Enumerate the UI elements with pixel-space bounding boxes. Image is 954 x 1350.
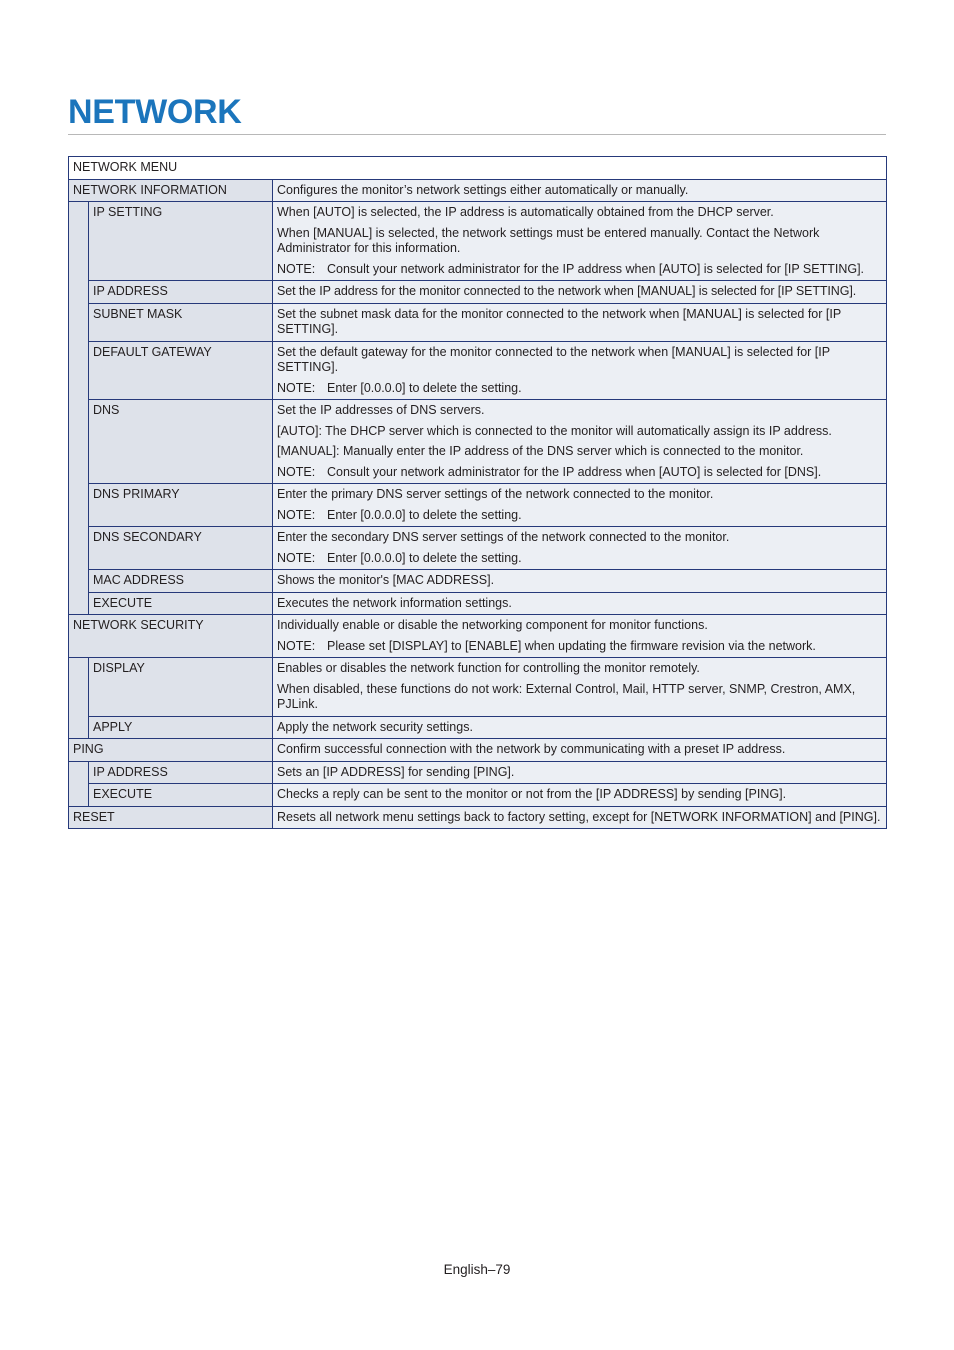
row-description (273, 716, 887, 739)
row-label: IP SETTING (89, 202, 273, 281)
row-label: NETWORK SECURITY (69, 615, 273, 658)
table-row (69, 400, 887, 484)
row-label: DNS SECONDARY (89, 527, 273, 570)
row-label: NETWORK INFORMATION (69, 179, 273, 202)
row-label: DEFAULT GATEWAY (89, 341, 273, 400)
row-label: MAC ADDRESS (89, 570, 273, 593)
table-row (69, 341, 887, 400)
description-text: Configures the monitor’s network settings either automatically or manually. (277, 182, 689, 197)
description-text: Set the default gateway for the monitor connected to the network when [MANUAL] is selected for [IP SETTING]. (277, 344, 830, 374)
table-header: NETWORK MENU (69, 157, 887, 180)
note (277, 639, 882, 655)
description-text: Enables or disables the network function for controlling the monitor remotely. (277, 661, 700, 675)
description-text: Set the IP address for the monitor connected to the network when [MANUAL] is selected for [IP SETTING]. (277, 284, 857, 298)
table-row (69, 806, 887, 829)
indent-spacer (69, 658, 89, 739)
description-text: Confirm successful connection with the network by communicating with a preset IP address. (277, 742, 786, 756)
row-label: PING (69, 739, 273, 762)
note (277, 551, 882, 567)
note (277, 508, 882, 524)
table-row (69, 281, 887, 304)
page-footer: English–79 (443, 1262, 511, 1277)
note-label: NOTE: (277, 261, 316, 276)
row-description (273, 202, 887, 281)
description-text: Apply the network security settings. (277, 719, 473, 734)
table-row (69, 484, 887, 527)
table-row (69, 658, 887, 717)
row-description (273, 806, 887, 829)
table-row (69, 784, 887, 807)
description-text: Set the subnet mask data for the monitor connected to the network when [MANUAL] is selected for [IP SETTING]. (277, 306, 841, 336)
note-label: NOTE: (277, 550, 316, 565)
description-text: Enter the primary DNS server settings of the network connected to the monitor. (277, 487, 714, 501)
description-text: When [AUTO] is selected, the IP address is automatically obtained from the DHCP server. (277, 205, 774, 219)
note-text: Enter [0.0.0.0] to delete the setting. (327, 507, 522, 522)
description-text: Resets all network menu settings back to factory setting, except for [NETWORK INFORMATION] and [PING]. (277, 809, 881, 824)
description-text: Shows the monitor's [MAC ADDRESS]. (277, 573, 495, 587)
description-text: Enter the secondary DNS server settings of the network connected to the monitor. (277, 530, 730, 544)
row-description (273, 527, 887, 570)
row-label: SUBNET MASK (89, 303, 273, 341)
description-text: [MANUAL]: Manually enter the IP address of the DNS server which is connected to the monitor. (277, 444, 804, 458)
row-description (273, 341, 887, 400)
row-description (273, 784, 887, 807)
row-label: DNS (89, 400, 273, 484)
row-label: DISPLAY (89, 658, 273, 717)
table-row (69, 202, 887, 281)
note-label: NOTE: (277, 380, 316, 395)
row-description (273, 658, 887, 717)
row-description (273, 592, 887, 615)
row-label: EXECUTE (89, 592, 273, 615)
row-label: IP ADDRESS (89, 281, 273, 304)
note-text: Consult your network administrator for the IP address when [AUTO] is selected for [IP SETTING]. (327, 261, 865, 276)
table-row (69, 615, 887, 658)
table-row (69, 592, 887, 615)
row-label: DNS PRIMARY (89, 484, 273, 527)
description-text: Checks a reply can be sent to the monitor or not from the [IP ADDRESS] by sending [PING]. (277, 787, 787, 801)
table-row (69, 303, 887, 341)
row-description (273, 761, 887, 784)
table-header-row (69, 157, 887, 180)
description-text: Sets an [IP ADDRESS] for sending [PING]. (277, 764, 515, 779)
row-description (273, 400, 887, 484)
indent-spacer (69, 202, 89, 615)
title-divider (68, 134, 886, 135)
description-text: When disabled, these functions do not work: External Control, Mail, HTTP server, SNMP, Crestron, AMX, PJLink. (277, 681, 856, 711)
note (277, 262, 882, 278)
table-row (69, 761, 887, 784)
row-description (273, 303, 887, 341)
note-label: NOTE: (277, 638, 316, 653)
row-label: EXECUTE (89, 784, 273, 807)
description-text: When [MANUAL] is selected, the network settings must be entered manually. Contact the Network Administrator for this information. (277, 225, 820, 255)
row-description (273, 281, 887, 304)
row-description (273, 570, 887, 593)
indent-spacer (69, 761, 89, 806)
description-text: [AUTO]: The DHCP server which is connected to the monitor will automatically assign its IP address. (277, 423, 832, 438)
row-label: RESET (69, 806, 273, 829)
description-text: Set the IP addresses of DNS servers. (277, 403, 485, 417)
note-text: Enter [0.0.0.0] to delete the setting. (327, 550, 522, 565)
row-description (273, 739, 887, 762)
note-label: NOTE: (277, 464, 316, 479)
note-label: NOTE: (277, 507, 316, 522)
description-text: Individually enable or disable the networking component for monitor functions. (277, 618, 708, 632)
note (277, 465, 882, 481)
row-label: IP ADDRESS (89, 761, 273, 784)
row-description (273, 615, 887, 658)
row-label: APPLY (89, 716, 273, 739)
table-row (69, 739, 887, 762)
row-description (273, 179, 887, 202)
note-text: Please set [DISPLAY] to [ENABLE] when updating the firmware revision via the network. (327, 638, 816, 653)
network-menu-table (68, 156, 887, 829)
page-title: NETWORK (68, 93, 242, 131)
row-description (273, 484, 887, 527)
note-text: Consult your network administrator for the IP address when [AUTO] is selected for [DNS]. (327, 464, 822, 479)
note (277, 381, 882, 397)
description-text: Executes the network information settings. (277, 595, 512, 610)
table-row (69, 570, 887, 593)
table-row (69, 179, 887, 202)
note-text: Enter [0.0.0.0] to delete the setting. (327, 380, 522, 395)
table-row (69, 716, 887, 739)
table-row (69, 527, 887, 570)
